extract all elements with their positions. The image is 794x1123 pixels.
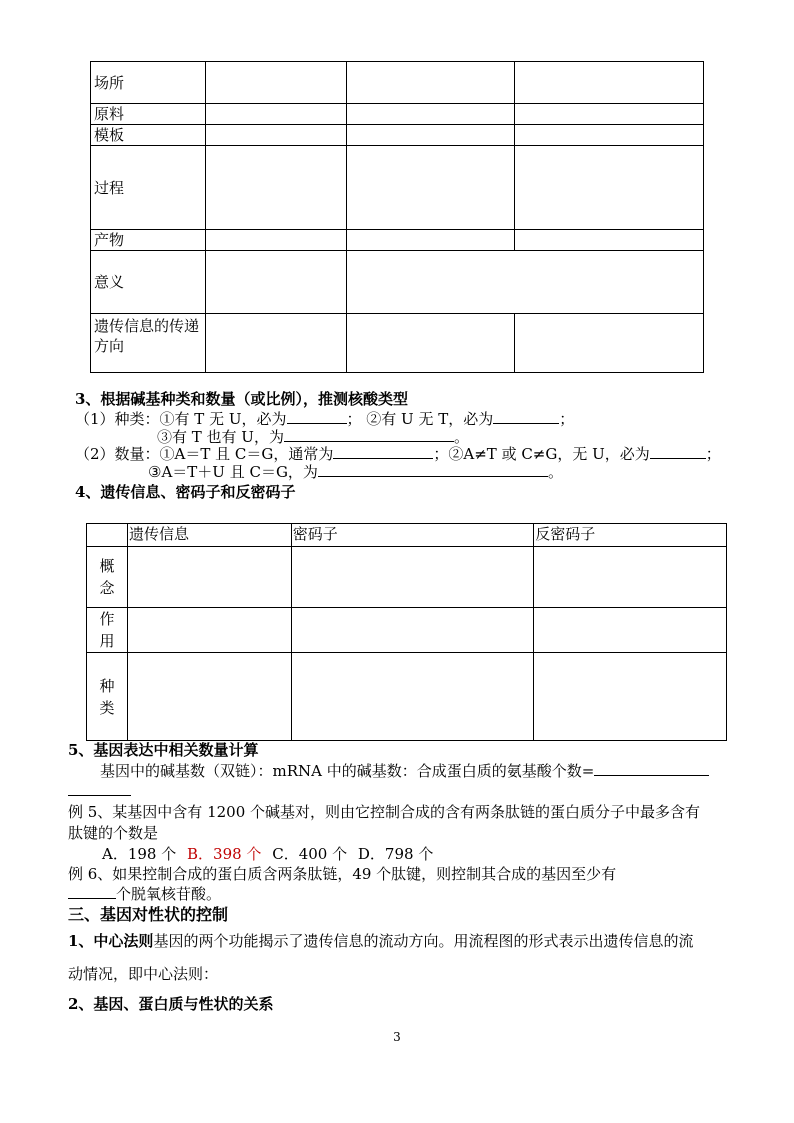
section-5-title: 5、基因表达中相关数量计算 <box>68 741 259 759</box>
table-cell[interactable] <box>127 547 291 608</box>
column-header: 遗传信息 <box>127 524 291 547</box>
table-cell[interactable] <box>291 653 534 741</box>
text: 个脱氧核苷酸。 <box>116 885 222 903</box>
answer-blank[interactable] <box>650 444 706 459</box>
table-cell[interactable] <box>205 146 346 230</box>
section-3-line-4 <box>148 462 563 482</box>
column-header: 反密码子 <box>534 524 727 547</box>
row-label: 意义 <box>91 251 206 314</box>
table-cell[interactable] <box>515 314 704 373</box>
example-5-question-cont: 肽键的个数是 <box>68 824 159 842</box>
section-3-line-3 <box>75 444 721 464</box>
section-3-title: 3、根据碱基种类和数量（或比例），推测核酸类型 <box>75 390 408 408</box>
table-cell[interactable] <box>205 125 346 146</box>
codon-table <box>86 523 727 741</box>
table-cell[interactable] <box>291 608 534 653</box>
gene-expression-table <box>90 61 704 373</box>
text: ； <box>559 410 575 428</box>
row-label-char: 念 <box>99 579 115 597</box>
table-cell[interactable] <box>205 314 346 373</box>
row-label: 原料 <box>91 104 206 125</box>
corner-cell <box>87 524 128 547</box>
table-cell[interactable] <box>205 62 346 104</box>
table-cell[interactable] <box>205 230 346 251</box>
formula-continuation <box>68 781 131 801</box>
answer-blank[interactable] <box>594 761 709 776</box>
row-label-char: 作 <box>99 610 115 628</box>
table-cell[interactable] <box>127 653 291 741</box>
table-cell[interactable] <box>205 251 346 314</box>
option-d[interactable]: D．798 个 <box>357 845 434 863</box>
table-cell[interactable] <box>346 62 515 104</box>
table-cell[interactable] <box>346 314 515 373</box>
text: 基因的两个功能揭示了遗传信息的流动方向。用流程图的形式表示出遗传信息的流 <box>153 932 694 950</box>
answer-blank[interactable] <box>284 427 454 442</box>
table-cell[interactable] <box>346 146 515 230</box>
row-label-char: 用 <box>99 632 115 650</box>
text: 基因中的碱基数（双链）：mRNA 中的碱基数：合成蛋白质的氨基酸个数= <box>100 762 595 780</box>
row-label: 模板 <box>91 125 206 146</box>
answer-blank[interactable] <box>68 884 116 899</box>
central-dogma-line <box>68 931 693 951</box>
answer-blank[interactable] <box>493 409 559 424</box>
text: ③A＝T＋U 且 C＝G，为 <box>148 463 318 481</box>
table-cell[interactable] <box>205 104 346 125</box>
text: ； <box>705 445 721 463</box>
table-cell[interactable] <box>291 547 534 608</box>
section-3-line-1 <box>75 409 574 429</box>
column-header: 密码子 <box>291 524 534 547</box>
text: ③有 T 也有 U，为 <box>157 428 284 446</box>
row-label-char: 类 <box>99 698 115 717</box>
answer-blank[interactable] <box>318 462 548 477</box>
example-5-options <box>102 844 433 864</box>
option-a[interactable]: A．198 个 <box>102 845 177 863</box>
page-number: 3 <box>393 1030 401 1044</box>
row-label-char: 概 <box>99 557 115 575</box>
example-6-question: 例 6、如果控制合成的蛋白质含两条肽链，49 个肽键，则控制其合成的基因至少有 <box>68 865 617 883</box>
text: ；②A≠T 或 C≠G，无 U，必为 <box>433 445 650 463</box>
table-cell[interactable] <box>127 608 291 653</box>
row-label <box>87 608 128 653</box>
table-cell[interactable] <box>534 608 727 653</box>
table-cell[interactable] <box>515 62 704 104</box>
example-5-question: 例 5、某基因中含有 1200 个碱基对，则由它控制合成的含有两条肽链的蛋白质分子中最多含有 <box>68 803 701 821</box>
section-4-title: 4、遗传信息、密码子和反密码子 <box>75 483 296 501</box>
table-cell[interactable] <box>515 230 704 251</box>
text: （1）种类：①有 T 无 U，必为 <box>75 410 287 428</box>
part-3-title: 三、基因对性状的控制 <box>68 905 229 924</box>
answer-blank[interactable] <box>68 781 131 796</box>
central-dogma-line-2: 动情况，即中心法则： <box>68 965 219 983</box>
table-cell[interactable] <box>515 104 704 125</box>
option-c[interactable]: C．400 个 <box>272 845 348 863</box>
row-label <box>87 547 128 608</box>
row-label: 场所 <box>91 62 206 104</box>
text: ； ②有 U 无 T，必为 <box>346 410 494 428</box>
table-cell[interactable] <box>346 104 515 125</box>
option-b[interactable]: B．398 个 <box>187 845 262 863</box>
row-label: 产物 <box>91 230 206 251</box>
table-cell[interactable] <box>515 125 704 146</box>
table-cell[interactable] <box>534 547 727 608</box>
answer-blank[interactable] <box>333 444 433 459</box>
table-cell[interactable] <box>515 146 704 230</box>
table-cell[interactable] <box>346 125 515 146</box>
table-cell[interactable] <box>534 653 727 741</box>
text: 。 <box>547 463 563 481</box>
gene-protein-trait-title: 2、基因、蛋白质与性状的关系 <box>68 995 274 1013</box>
text: （2）数量：①A＝T 且 C＝G，通常为 <box>75 445 334 463</box>
row-label: 过程 <box>91 146 206 230</box>
row-label-char: 种 <box>99 676 115 695</box>
row-label: 遗传信息的传递方向 <box>91 314 206 373</box>
row-label <box>87 653 128 741</box>
text: 1、中心法则 <box>68 932 154 950</box>
answer-blank[interactable] <box>287 409 347 424</box>
formula-line <box>100 761 709 781</box>
example-6-question-cont <box>68 884 221 904</box>
text: 。 <box>453 428 469 446</box>
table-cell[interactable] <box>346 251 703 314</box>
table-cell[interactable] <box>346 230 515 251</box>
